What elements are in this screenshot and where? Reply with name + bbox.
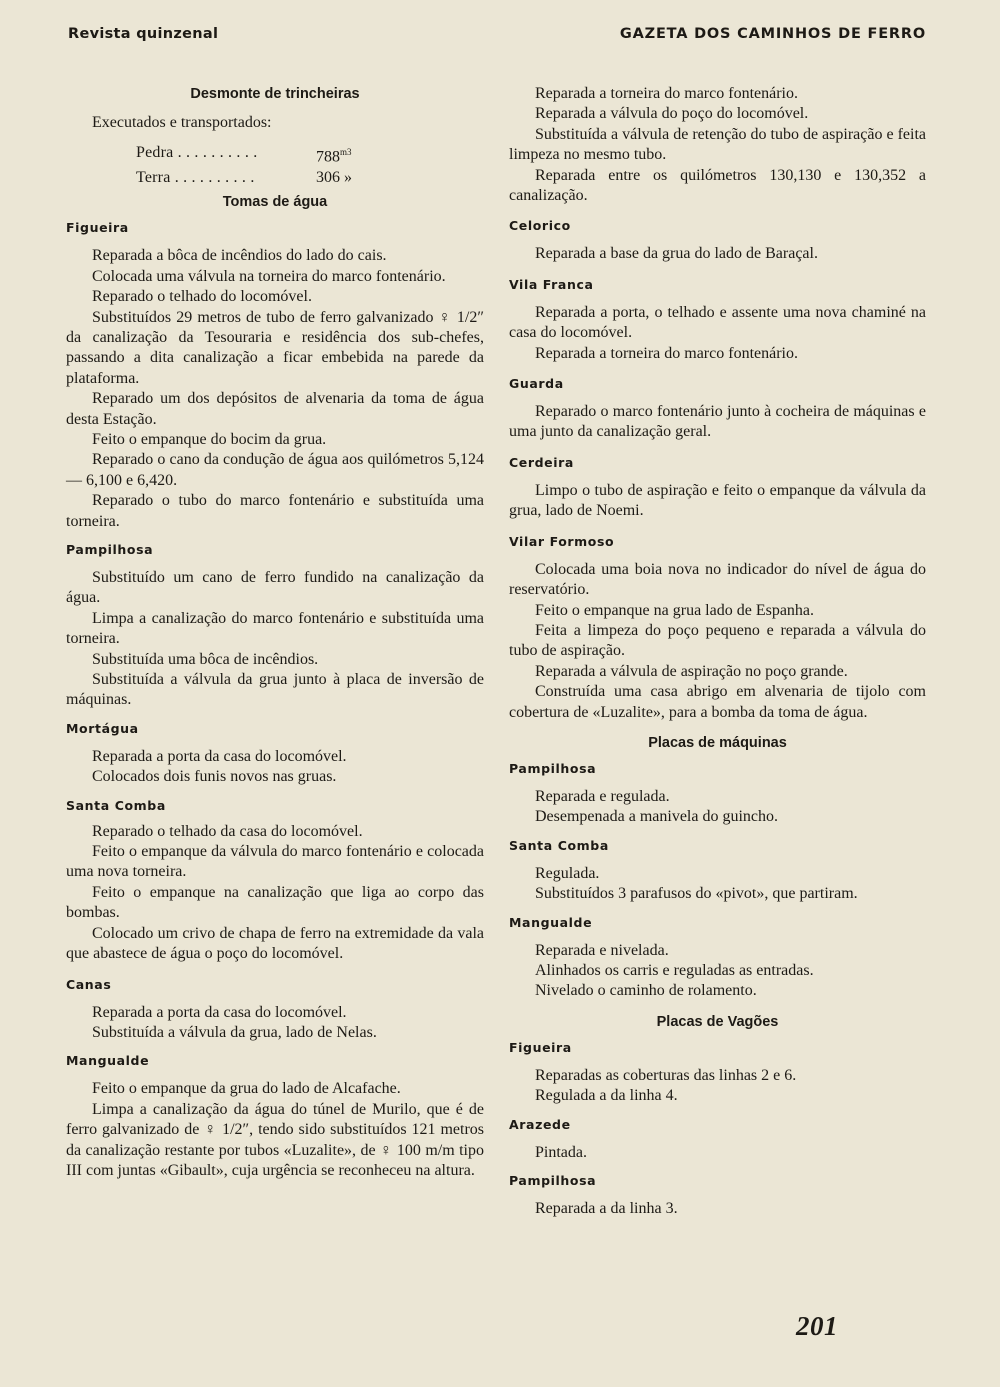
paragraph: Alinhados os carris e reguladas as entradas. (535, 961, 814, 979)
station-entries (66, 1079, 484, 1181)
station-entries (509, 1143, 926, 1163)
paragraph: Reparado o tubo do marco fontenário e substituída uma torneira. (66, 492, 484, 530)
paragraph: Reparada e regulada. (535, 787, 670, 805)
station-name: Guarda (509, 376, 564, 392)
paragraph: Colocada uma boia nova no indicador do nível de água do reservatório. (509, 560, 926, 599)
quantity-row (136, 167, 484, 188)
paragraph: Desempenada a manivela do guincho. (535, 808, 779, 826)
paragraph: Reparado o telhado do locomóvel. (92, 288, 312, 306)
paragraph: Regulada a da linha 4. (535, 1087, 678, 1105)
left-column (66, 84, 484, 1181)
paragraph: Regulada. (535, 864, 600, 882)
paragraph: Reparada entre os quilómetros 130,130 e 130,352 a canalização. (509, 166, 926, 205)
paragraph: Colocada uma válvula na torneira do marco fontenário. (92, 267, 446, 285)
section-heading: Placas de máquinas (648, 734, 787, 751)
paragraph: Feito o empanque da válvula do marco fontenário e colocada uma nova torneira. (66, 843, 484, 881)
station-name: Pampilhosa (509, 1173, 597, 1188)
station-entries (509, 864, 926, 905)
station-name: Pampilhosa (509, 760, 597, 776)
station-entries (509, 244, 926, 264)
paragraph: Feito o empanque na grua lado de Espanha. (535, 601, 815, 619)
station-entries (66, 1003, 484, 1044)
paragraph: Reparada a porta, o telhado e assente uma nova chaminé na casa do locomóvel. (509, 303, 926, 342)
paragraph: Substituída uma bôca de incêndios. (92, 650, 319, 668)
section-heading: Tomas de água (222, 194, 328, 211)
paragraph: Reparado o telhado da casa do locomóvel. (92, 822, 363, 840)
station-name: Cerdeira (509, 454, 574, 470)
quantity-row (136, 142, 484, 167)
paragraph: Construída uma casa abrigo em alvenaria de tijolo com cobertura de «Luzalite», para a bomba da toma de água. (509, 683, 926, 721)
station-name: Mortágua (66, 720, 139, 736)
paragraph: Reparada a torneira do marco fontenário. (535, 344, 798, 362)
paragraph: Substituída a válvula da grua, lado de Nelas. (92, 1023, 377, 1041)
paragraph: Reparado o marco fontenário junto à cocheira de máquinas e uma junto da canalização geral. (509, 403, 926, 441)
running-head-right: GAZETA DOS CAMINHOS DE FERRO (619, 26, 926, 42)
station-entries (509, 402, 926, 443)
paragraph: Colocados dois funis novos nas gruas. (92, 768, 337, 786)
paragraph: Feita a limpeza do poço pequeno e reparada a válvula do tubo de aspiração. (509, 621, 926, 660)
paragraph: Pintada. (535, 1143, 587, 1161)
paragraph: Reparado o cano da condução de água aos quilómetros 5,124 — 6,100 e 6,420. (66, 451, 484, 489)
paragraph: Feito o empanque da grua do lado de Alcafache. (92, 1080, 401, 1098)
paragraph: Executados e transportados: (92, 114, 272, 131)
station-entries (66, 568, 484, 711)
paragraph: Nivelado o caminho de rolamento. (535, 982, 757, 1000)
station-name: Vila Franca (509, 276, 594, 292)
station-entries (509, 1066, 926, 1107)
paragraph: Substituídos 29 metros de tubo de ferro galvanizado ♀ 1/2″ da canalização da Tesouraria e residência dos sub-chefes, passando a dita canalização a ficar embebida na parede da plataforma. (66, 308, 484, 387)
paragraph: Limpa a canalização da água do túnel de Murilo, que é de ferro galvanizado de ♀ 1/2″, tendo sido substituídos 121 metros da canalização restante por tubos «Luzalite», de ♀ 100 m/m tipo III com juntas «Gibault», cuja urgência se reconheceu na altura. (66, 1100, 484, 1179)
page-number: 201 (796, 1311, 838, 1341)
paragraph: Substituída a válvula da grua junto à placa de inversão de máquinas. (66, 671, 484, 709)
station-entries (66, 822, 484, 965)
section-heading: Placas de Vagões (656, 1013, 779, 1030)
right-column (509, 84, 926, 1219)
station-name: Vilar Formoso (509, 533, 615, 549)
paragraph: Colocado um crivo de chapa de ferro na extremidade da vala que abastece de água o poço do locomóvel. (66, 924, 484, 963)
paragraph: Reparada a base da grua do lado de Baraçal. (535, 245, 818, 263)
station-entries (509, 481, 926, 522)
paragraph: Substituídos 3 parafusos do «pivot», que partiram. (535, 885, 858, 903)
quantity-table (136, 142, 484, 188)
paragraph: Reparadas as coberturas das linhas 2 e 6. (535, 1066, 797, 1084)
section-heading: Desmonte de trincheiras (190, 86, 360, 102)
station-name: Santa Comba (509, 837, 609, 853)
paragraph: Substituída a válvula de retenção do tubo de aspiração e feita limpeza no mesmo tubo. (509, 125, 926, 164)
paragraph: Reparada a válvula do poço do locomóvel. (535, 105, 809, 123)
station-name: Pampilhosa (66, 542, 154, 558)
station-name: Santa Comba (66, 797, 166, 813)
quantity-value: $788^{m3}$ (316, 147, 352, 166)
paragraph: Reparada a porta da casa do locomóvel. (92, 1003, 347, 1021)
station-name: Figueira (509, 1039, 572, 1055)
station-name: Mangualde (509, 914, 593, 930)
station-name: Celorico (509, 218, 571, 234)
station-entries (66, 747, 484, 788)
station-entries (66, 246, 484, 532)
station-entries (509, 1199, 926, 1219)
quantity-label: Pedra . . . . . . . . . . (136, 144, 258, 161)
station-entries (509, 787, 926, 828)
station-name: Canas (66, 976, 112, 992)
paragraph: Reparada e nivelada. (535, 941, 669, 959)
station-entries (509, 941, 926, 1002)
paragraph: Limpo o tubo de aspiração e feito o empanque da válvula da grua, lado de Noemi. (509, 481, 926, 520)
paragraph: Reparada a porta da casa do locomóvel. (92, 747, 347, 765)
paragraph: Reparado um dos depósitos de alvenaria da toma de água desta Estação. (66, 390, 484, 428)
paragraph: Reparada a válvula de aspiração no poço grande. (535, 662, 848, 680)
station-entries (509, 560, 926, 723)
quantity-label: Terra . . . . . . . . . . (136, 169, 255, 187)
paragraph: Reparada a torneira do marco fontenário. (535, 85, 798, 102)
paragraph: Substituído um cano de ferro fundido na canalização da água. (66, 569, 484, 607)
quantity-value: 306 » (316, 169, 352, 187)
paragraph: Reparada a da linha 3. (535, 1200, 678, 1217)
paragraph: Limpa a canalização do marco fontenário e substituída uma torneira. (66, 609, 484, 648)
running-head-left: Revista quinzenal (68, 26, 219, 42)
station-name: Mangualde (66, 1053, 150, 1069)
paragraph: Feito o empanque na canalização que liga ao corpo das bombas. (66, 883, 484, 922)
station-name: Figueira (66, 220, 129, 236)
paragraph: Feito o empanque do bocim da grua. (92, 430, 327, 448)
station-entries (509, 303, 926, 364)
paragraph: Reparada a bôca de incêndios do lado do cais. (92, 247, 387, 265)
station-name: Arazede (509, 1116, 571, 1132)
station-entries (509, 84, 926, 206)
